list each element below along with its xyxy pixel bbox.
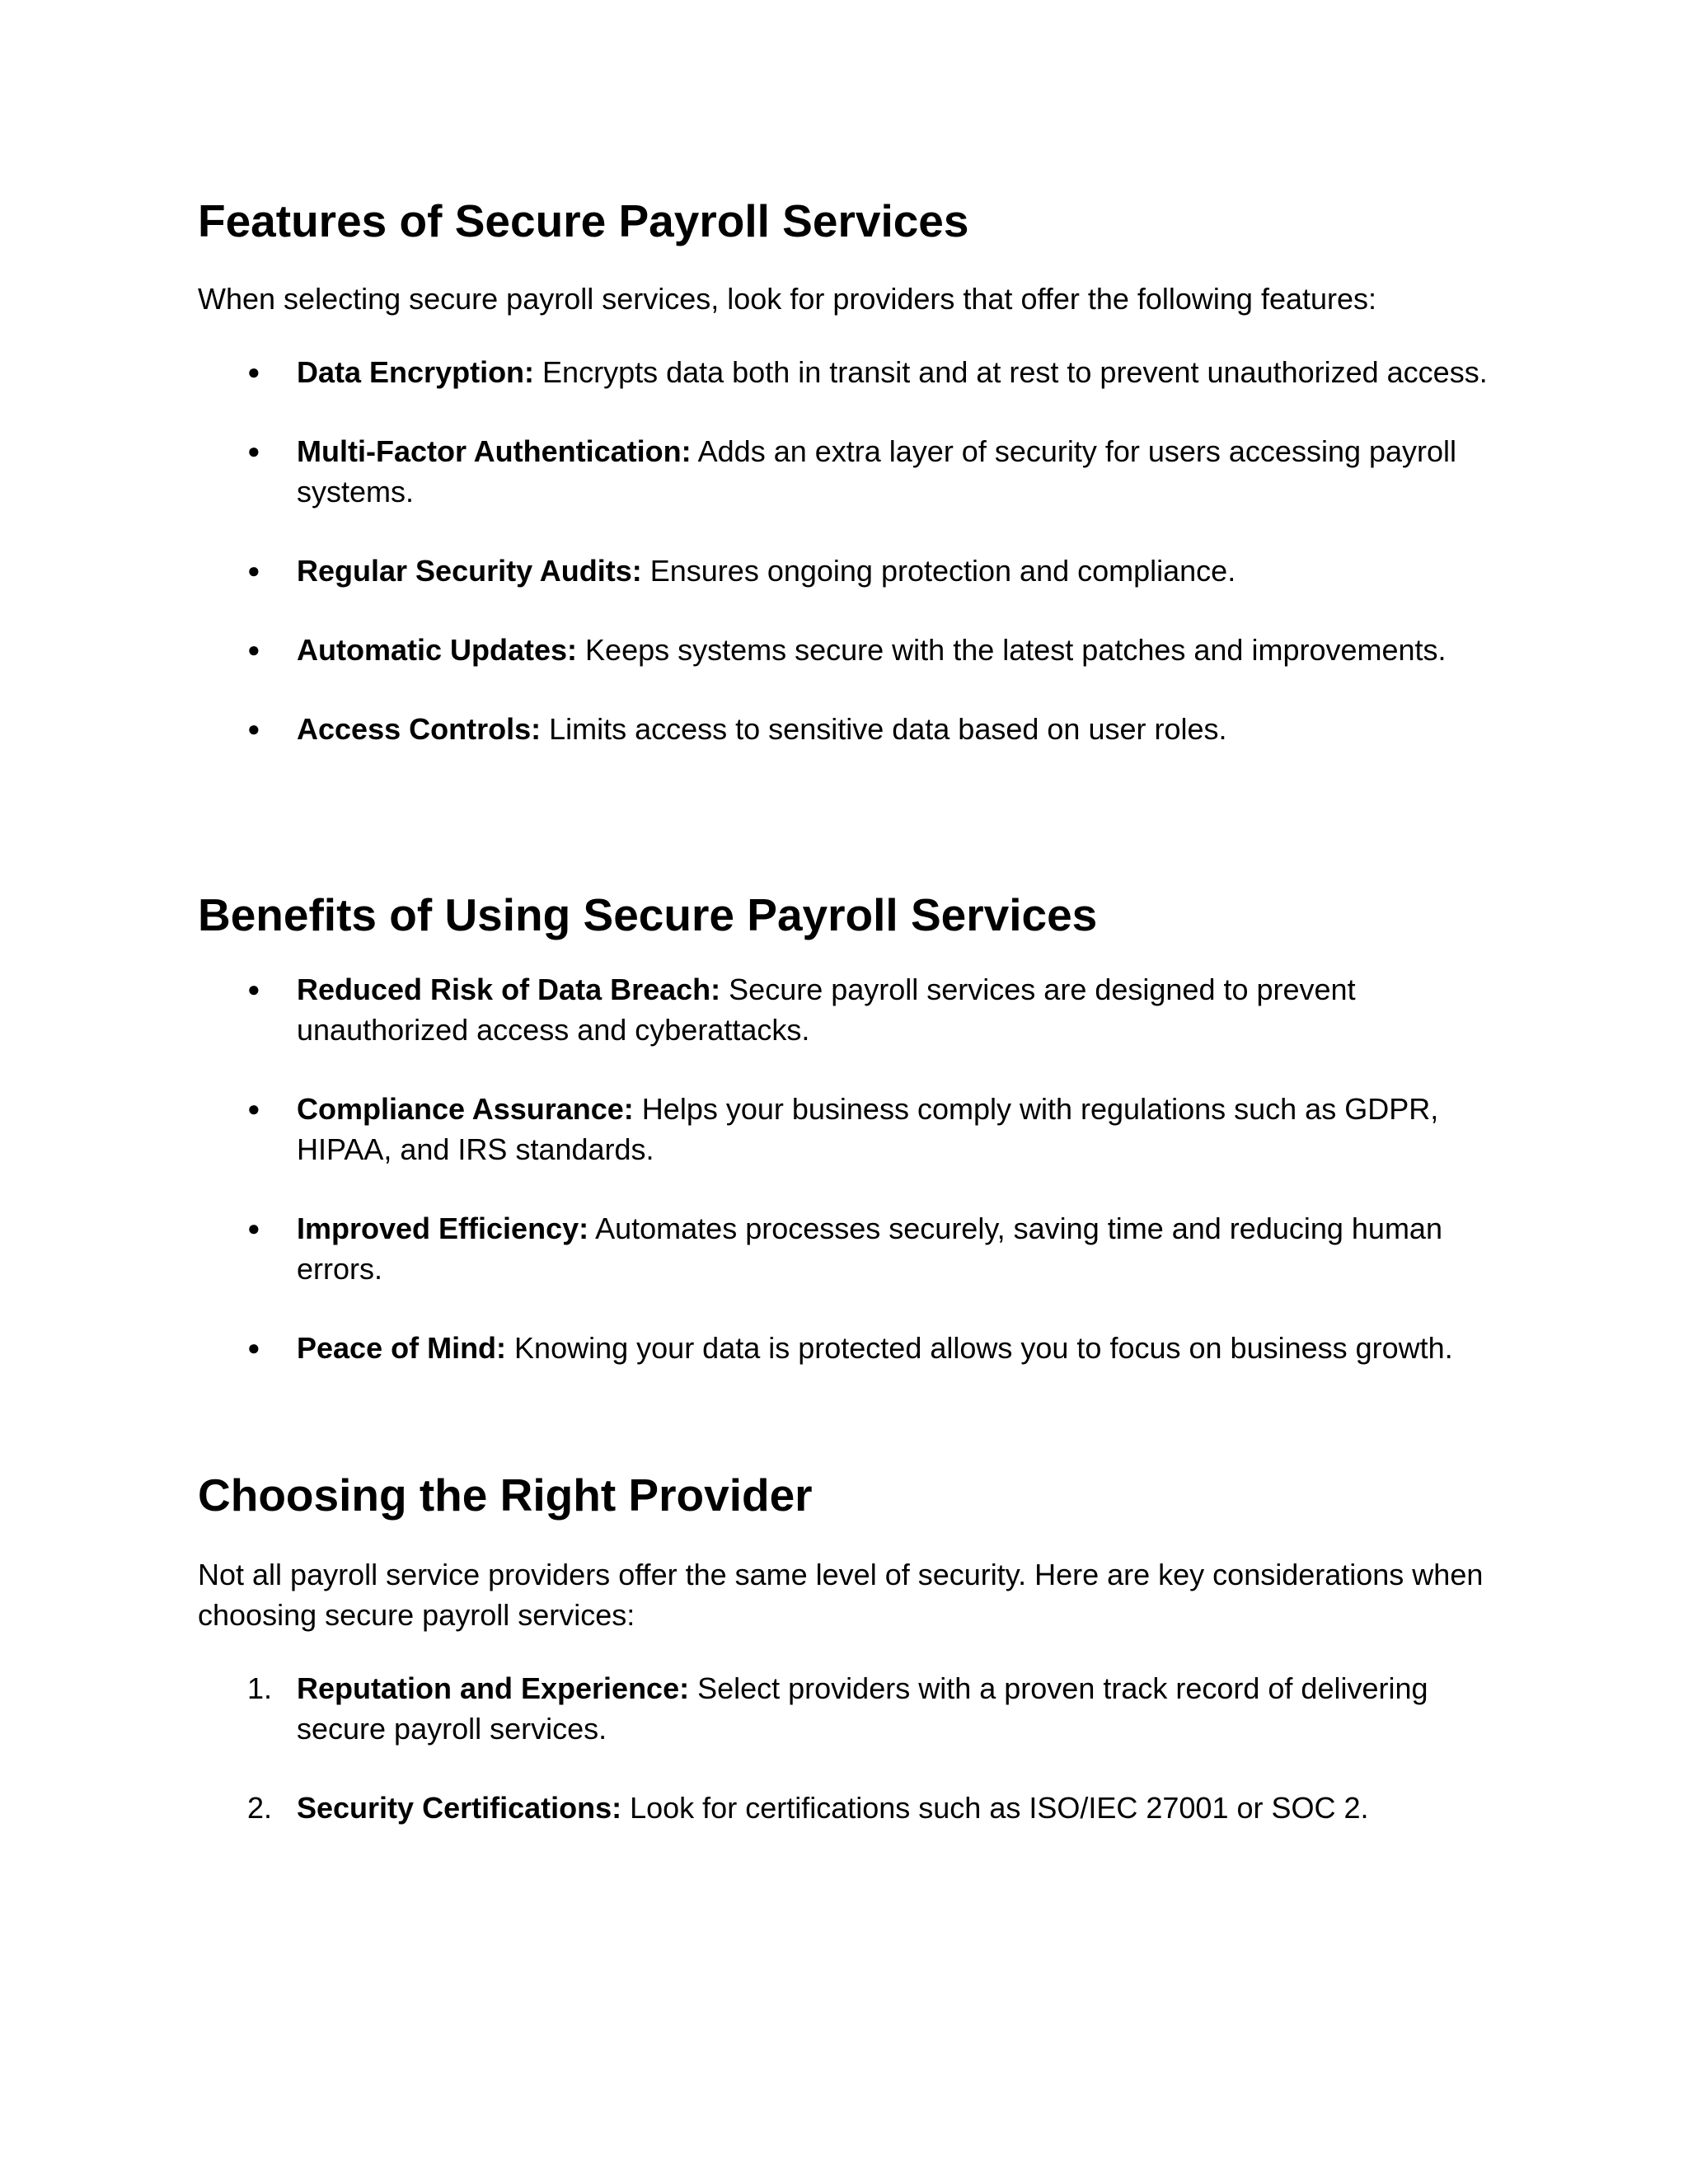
item-text: Limits access to sensitive data based on user roles. [541, 712, 1227, 746]
benefits-list [198, 969, 1517, 1368]
list-number: 2. [247, 1791, 273, 1825]
list-item [198, 1328, 1517, 1368]
bullet-icon: ● [247, 637, 260, 662]
item-text: Look for certifications such as ISO/IEC 27001 or SOC 2. [621, 1791, 1369, 1825]
heading-choosing: Choosing the Right Provider [198, 1469, 813, 1521]
item-term: Reputation and Experience: [297, 1671, 690, 1705]
section-features [198, 194, 1517, 749]
list-item [198, 969, 1517, 1050]
item-text: Ensures ongoing protection and compliance. [641, 554, 1236, 588]
item-text: Automates processes securely, saving time and reducing human errors. [297, 1212, 1442, 1286]
bullet-icon: ● [247, 716, 260, 741]
list-item [198, 352, 1517, 392]
list-item [198, 551, 1517, 591]
item-text: Secure payroll services are designed to prevent unauthorized access and cyberattacks. [297, 972, 1356, 1047]
item-term: Peace of Mind: [297, 1331, 507, 1365]
bullet-icon: ● [247, 359, 260, 384]
item-term: Compliance Assurance: [297, 1092, 634, 1126]
item-text: Adds an extra layer of security for users accessing payroll systems. [297, 434, 1457, 509]
bullet-icon: ● [247, 558, 260, 583]
item-term: Reduced Risk of Data Breach: [297, 972, 721, 1006]
heading-features: Features of Secure Payroll Services [198, 195, 969, 246]
list-item [198, 709, 1517, 749]
list-item [198, 1089, 1517, 1169]
bullet-icon: ● [247, 438, 260, 463]
heading-benefits: Benefits of Using Secure Payroll Services [198, 889, 1098, 940]
bullet-icon: ● [247, 1096, 260, 1121]
list-item [198, 1208, 1517, 1289]
item-term: Regular Security Audits: [297, 554, 642, 588]
bullet-icon: ● [247, 1335, 260, 1360]
item-text: Helps your business comply with regulations such as GDPR, HIPAA, and IRS standards. [297, 1092, 1439, 1166]
intro-choosing: Not all payroll service providers offer the same level of security. Here are key considerations when choosing secure payroll services: [198, 1558, 1484, 1632]
bullet-icon: ● [247, 1216, 260, 1240]
item-text: Select providers with a proven track record of delivering secure payroll services. [297, 1671, 1428, 1746]
item-term: Automatic Updates: [297, 633, 578, 667]
list-item [198, 1788, 1517, 1828]
item-term: Access Controls: [297, 712, 542, 746]
item-text: Encrypts data both in transit and at rest to prevent unauthorized access. [534, 355, 1488, 389]
item-text: Keeps systems secure with the latest patches and improvements. [577, 633, 1447, 667]
section-choosing [198, 1469, 1517, 1828]
considerations-list [198, 1668, 1517, 1828]
list-item [198, 1668, 1517, 1749]
item-term: Security Certifications: [297, 1791, 622, 1825]
intro-features: When selecting secure payroll services, look for providers that offer the following features: [198, 282, 1377, 316]
list-item [198, 431, 1517, 512]
item-term: Data Encryption: [297, 355, 535, 389]
bullet-icon: ● [247, 977, 260, 1001]
list-item [198, 630, 1517, 670]
section-benefits [198, 888, 1517, 1368]
item-text: Knowing your data is protected allows you to focus on business growth. [506, 1331, 1453, 1365]
features-list [198, 352, 1517, 749]
item-term: Multi-Factor Authentication: [297, 434, 692, 468]
item-term: Improved Efficiency: [297, 1212, 589, 1245]
list-number: 1. [247, 1671, 273, 1705]
